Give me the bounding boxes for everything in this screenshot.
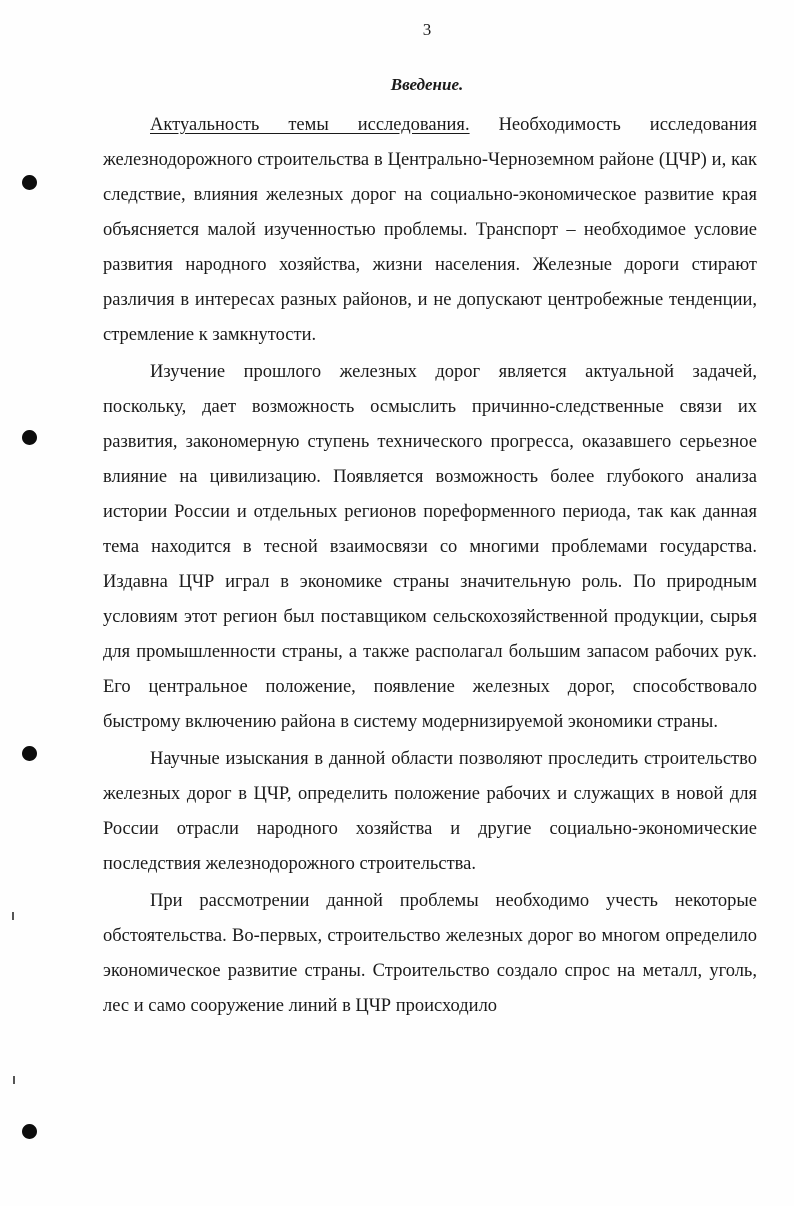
- paragraph: [103, 742, 757, 882]
- section-heading: Введение.: [390, 75, 464, 94]
- paragraph-text: Изучение прошлого железных дорог является актуальной задачей, поскольку, дает возможность осмыслить причинно-следственные связи их развития, закономерную ступень технического прогресса, оказавшего серьезное влияние на цивилизацию. Появляется возможность более глубокого анализа истории России и отдельных регионов пореформенного периода, так как данная тема находится в тесной взаимосвязи со многими проблемами государства. Издавна ЦЧР играл в экономике страны значительную роль. По природным условиям этот регион был поставщиком сельскохозяйственной продукции, сырья для промышленности страны, а также располагал большим запасом рабочих рук. Его центральное положение, появление железных дорог, способствовало быстрому включению района в систему модернизируемой экономики страны.: [103, 362, 757, 732]
- paragraph: [103, 355, 757, 740]
- paragraph-text: Научные изыскания в данной области позволяют проследить строительство железных дорог в ЦЧР, определить положение рабочих и служащих в новой для России отрасли народного хозяйства и другие социально-экономические последствия железнодорожного строительства.: [103, 749, 757, 874]
- body-text: [103, 108, 757, 1024]
- punch-hole-mark: [22, 175, 37, 190]
- punch-hole-mark: [22, 746, 37, 761]
- punch-hole-mark: [22, 430, 37, 445]
- paragraph-text: Необходимость исследования железнодорожного строительства в Центрально-Черноземном районе (ЦЧР) и, как следствие, влияния железных дорог на социально-экономическое развитие края объясняется малой изученностью проблемы. Транспорт – необходимое условие развития народного хозяйства, жизни населения. Железные дороги стирают различия в интересах разных районов, и не допускают центробежные тенденции, стремление к замкнутости.: [103, 115, 758, 345]
- scan-speck: [13, 1076, 15, 1084]
- paragraph: [103, 884, 757, 1024]
- paragraph: [103, 108, 757, 353]
- punch-hole-mark: [22, 1124, 37, 1139]
- paragraph-lead: Актуальность темы исследования.: [150, 115, 470, 135]
- scan-speck: [12, 912, 14, 920]
- page-number: 3: [422, 20, 432, 39]
- paragraph-text: При рассмотрении данной проблемы необходимо учесть некоторые обстоятельства. Во-первых, строительство железных дорог во многом определило экономическое развитие страны. Строительство создало спрос на металл, уголь, лес и само сооружение линий в ЦЧР происходило: [103, 891, 757, 1016]
